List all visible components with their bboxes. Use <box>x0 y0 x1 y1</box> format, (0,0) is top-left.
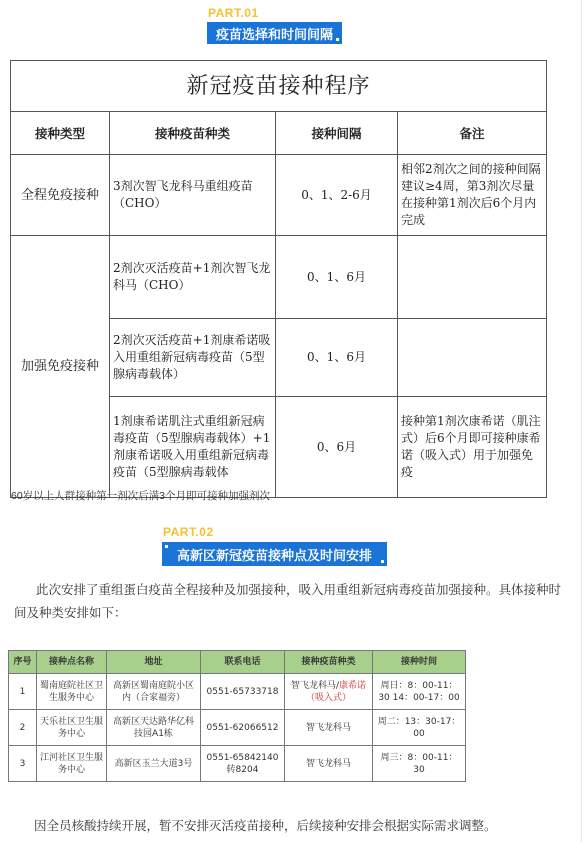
site-address: 高新区蜀南庭院小区内（合家福旁） <box>107 674 201 710</box>
header-vaccine-type: 接种疫苗种类 <box>285 651 373 674</box>
site-address: 高新区天达路华亿科技园A1栋 <box>107 710 201 746</box>
table-row <box>9 674 466 710</box>
vaccine-primary: 智飞龙科马 <box>305 758 351 769</box>
vaccination-schedule-table <box>10 60 547 498</box>
corner-dot-icon <box>165 545 168 548</box>
header-site-name: 接种点名称 <box>37 651 107 674</box>
type-full-course: 全程免疫接种 <box>11 155 110 236</box>
site-name: 天乐社区卫生服务中心 <box>37 710 107 746</box>
site-time: 周三：8：00-11：30 <box>373 746 466 782</box>
part1-label: PART.01 <box>208 6 259 20</box>
corner-dot-icon <box>381 560 384 563</box>
part2-title-text: 高新区新冠疫苗接种点及时间安排 <box>176 548 372 564</box>
vaccine-primary: 智飞龙科马 <box>305 722 351 733</box>
row-no: 3 <box>9 746 37 782</box>
site-vaccine <box>285 710 373 746</box>
vaccine-secondary: 康希诺（吸入式） <box>305 680 367 703</box>
vaccine-primary: 智飞龙科马/ <box>290 680 340 691</box>
part1-title-text: 疫苗选择和时间间隔 <box>215 27 333 43</box>
site-time: 周日：8：00-11：30 14：00-17：00 <box>373 674 466 710</box>
site-phone: 0551-62066512 <box>201 710 285 746</box>
interval-cell: 0、6月 <box>276 397 398 498</box>
corner-dot-icon <box>336 38 339 41</box>
table-row <box>9 710 466 746</box>
header-interval: 接种间隔 <box>276 112 398 155</box>
note-cell: 相邻2剂次之间的接种间隔建议≥4周，第3剂次尽量在接种第1剂次后6个月内完成 <box>398 155 547 236</box>
table-row <box>11 155 547 236</box>
type-booster: 加强免疫接种 <box>11 236 110 498</box>
site-vaccine <box>285 674 373 710</box>
vaccine-cell: 3剂次智飞龙科马重组疫苗（CHO） <box>110 155 276 236</box>
site-address: 高新区玉兰大道3号 <box>107 746 201 782</box>
part1-title <box>207 22 342 44</box>
site-name: 蜀南庭院社区卫生服务中心 <box>37 674 107 710</box>
intro-paragraph: 此次安排了重组蛋白疫苗全程接种及加强接种，吸入用重组新冠病毒疫苗加强接种。具体接种时间及种类安排如下： <box>14 582 562 620</box>
vaccination-sites-table <box>8 650 466 782</box>
site-vaccine <box>285 746 373 782</box>
table-row <box>11 236 547 319</box>
part2-title <box>162 542 387 566</box>
note-cell <box>398 319 547 397</box>
site-name: 江河社区卫生服务中心 <box>37 746 107 782</box>
interval-cell: 0、1、6月 <box>276 319 398 397</box>
part2-label: PART.02 <box>163 525 214 539</box>
header-no: 序号 <box>9 651 37 674</box>
interval-cell: 0、1、6月 <box>276 236 398 319</box>
site-phone: 0551-65842140转8204 <box>201 746 285 782</box>
row-no: 2 <box>9 710 37 746</box>
interval-cell: 0、1、2-6月 <box>276 155 398 236</box>
vaccine-cell: 2剂次灭活疫苗+1剂次智飞龙科马（CHO） <box>110 236 276 319</box>
header-type: 接种类型 <box>11 112 110 155</box>
schedule-table-title: 新冠疫苗接种程序 <box>11 61 547 112</box>
table-row <box>9 746 466 782</box>
note-cell: 接种第1剂次康希诺（肌注式）后6个月即可接种康希诺（吸入式）用于加强免疫 <box>398 397 547 498</box>
header-note: 备注 <box>398 112 547 155</box>
header-time: 接种时间 <box>373 651 466 674</box>
note-cell <box>398 236 547 319</box>
table1-footnote: 60岁以上人群接种第一剂次后满3个月即可接种加强剂次 <box>11 490 271 502</box>
vaccine-cell: 1剂康希诺肌注式重组新冠病毒疫苗（5型腺病毒载体）+1剂康希诺吸入用重组新冠病毒疫苗（5型腺病毒载体 <box>110 397 276 498</box>
row-no: 1 <box>9 674 37 710</box>
header-vaccine: 接种疫苗种类 <box>110 112 276 155</box>
site-phone: 0551-65733718 <box>201 674 285 710</box>
vaccine-cell: 2剂次灭活疫苗+1剂康希诺吸入用重组新冠病毒疫苗（5型腺病毒载体） <box>110 319 276 397</box>
header-address: 地址 <box>107 651 201 674</box>
site-time: 周二：13：30-17：00 <box>373 710 466 746</box>
closing-paragraph: 因全员核酸持续开展，暂不安排灭活疫苗接种，后续接种安排会根据实际需求调整。 <box>34 818 497 833</box>
header-phone: 联系电话 <box>201 651 285 674</box>
